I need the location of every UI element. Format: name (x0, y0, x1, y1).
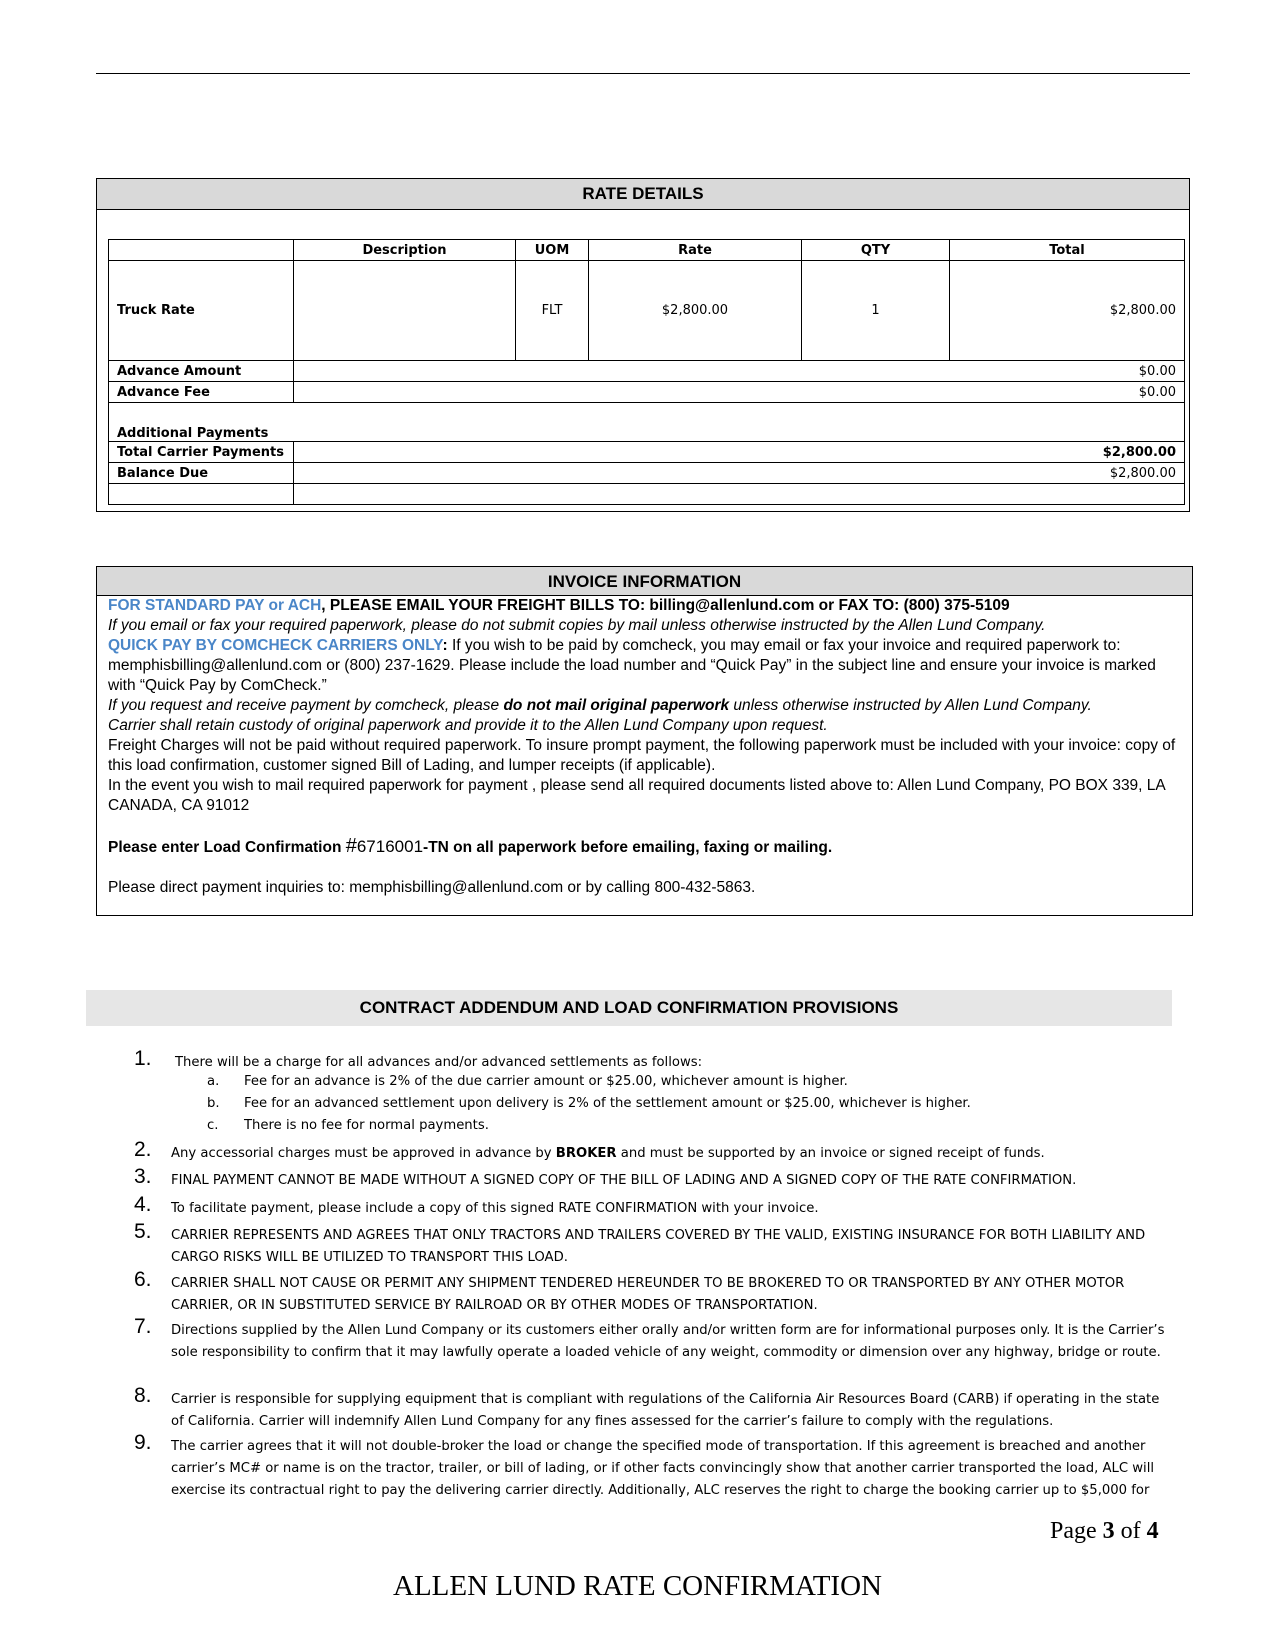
custody-note: Carrier shall retain custody of original paperwork and provide it to the Allen Lund Company upon request. (108, 717, 828, 734)
quick-pay-instructions: If you wish to be paid by comcheck, you may email or fax your invoice and required paperwork to: memphisbilling@allenlund.com or (800) 237-1629. Please include the load number and “Quick Pay” in the subject line and ensure your invoice is marked with “Quick Pay by ComCheck.” (108, 637, 1156, 694)
advance-fee-value: $0.00 (294, 382, 1185, 403)
freight-charges-paragraph: Freight Charges will not be paid without required paperwork. To insure prompt payment, the following paperwork must be included with your invoice: copy of this load confirmation, customer signed Bill of Lading, and lumper receipts (if applicable). (108, 737, 1176, 774)
standard-pay-heading: FOR STANDARD PAY or ACH (108, 597, 322, 614)
col-description: Description (294, 240, 516, 261)
footer-title: ALLEN LUND RATE CONFIRMATION (393, 1570, 882, 1602)
quick-pay-heading: QUICK PAY BY COMCHECK CARRIERS ONLY (108, 637, 443, 654)
truck-rate-label: Truck Rate (109, 261, 294, 361)
load-confirmation-instruction: Please enter Load Confirmation #6716001-TN on all paperwork before emailing, faxing or mailing. (108, 835, 833, 857)
advance-fee-label: Advance Fee (109, 382, 294, 403)
invoice-information-section (96, 566, 1193, 916)
table-row (109, 361, 1185, 382)
table-row (109, 484, 1185, 505)
truck-rate-description (294, 261, 516, 361)
comcheck-note: If you request and receive payment by comcheck, please do not mail original paperwork unless otherwise instructed by Allen Lund Company. (108, 697, 1092, 714)
quick-pay-paragraph: QUICK PAY BY COMCHECK CARRIERS ONLY: If you wish to be paid by comcheck, you may email or fax your invoice and required paperwork to: memphisbilling@allenlund.com or (800) 237-1629. Please include the load number and “Quick Pay” in the subject line and ensure your invoice is marked with “Quick Pay by ComCheck.” (108, 637, 1156, 694)
top-rule (96, 73, 1190, 74)
advance-amount-label: Advance Amount (109, 361, 294, 382)
payment-inquiries-line: Please direct payment inquiries to: memphisbilling@allenlund.com or by calling 800-432-5863. (108, 879, 756, 896)
rate-details-title: RATE DETAILS (97, 179, 1189, 210)
total-carrier-payments-value: $2,800.00 (294, 442, 1185, 463)
col-qty: QTY (802, 240, 950, 261)
col-uom: UOM (516, 240, 589, 261)
mailing-address-paragraph: In the event you wish to mail required paperwork for payment , please send all required documents listed above to: Allen Lund Company, PO BOX 339, LA CANADA, CA 91012 (108, 777, 1165, 814)
email-fax-note: If you email or fax your required paperwork, please do not submit copies by mail unless otherwise instructed by the Allen Lund Company. (108, 617, 1046, 634)
rate-details-table (108, 239, 1185, 505)
standard-pay-instructions: , PLEASE EMAIL YOUR FREIGHT BILLS TO: billing@allenlund.com or FAX TO: (800) 375-5109 (321, 597, 1010, 614)
truck-rate-uom: FLT (516, 261, 589, 361)
additional-payments-label: Additional Payments (109, 403, 1185, 442)
contract-addendum-title: CONTRACT ADDENDUM AND LOAD CONFIRMATION PROVISIONS (86, 990, 1172, 1026)
table-row (109, 442, 1185, 463)
col-total: Total (950, 240, 1185, 261)
balance-due-value: $2,800.00 (294, 463, 1185, 484)
table-row (109, 403, 1185, 442)
table-row (109, 261, 1185, 361)
do-not-mail-emphasis: do not mail original paperwork (503, 697, 730, 714)
truck-rate-qty: 1 (802, 261, 950, 361)
load-confirmation-number: 6716001 (356, 837, 424, 856)
page-number: Page 3 of 4 (1050, 1518, 1159, 1544)
table-header-row (109, 240, 1185, 261)
total-carrier-payments-label: Total Carrier Payments (109, 442, 294, 463)
col-rate: Rate (589, 240, 802, 261)
truck-rate-rate: $2,800.00 (589, 261, 802, 361)
balance-due-label: Balance Due (109, 463, 294, 484)
truck-rate-total: $2,800.00 (950, 261, 1185, 361)
table-row (109, 463, 1185, 484)
rate-details-section (96, 178, 1190, 512)
table-row (109, 382, 1185, 403)
invoice-information-title: INVOICE INFORMATION (97, 567, 1192, 596)
advance-amount-value: $0.00 (294, 361, 1185, 382)
standard-pay-line (108, 596, 1182, 616)
